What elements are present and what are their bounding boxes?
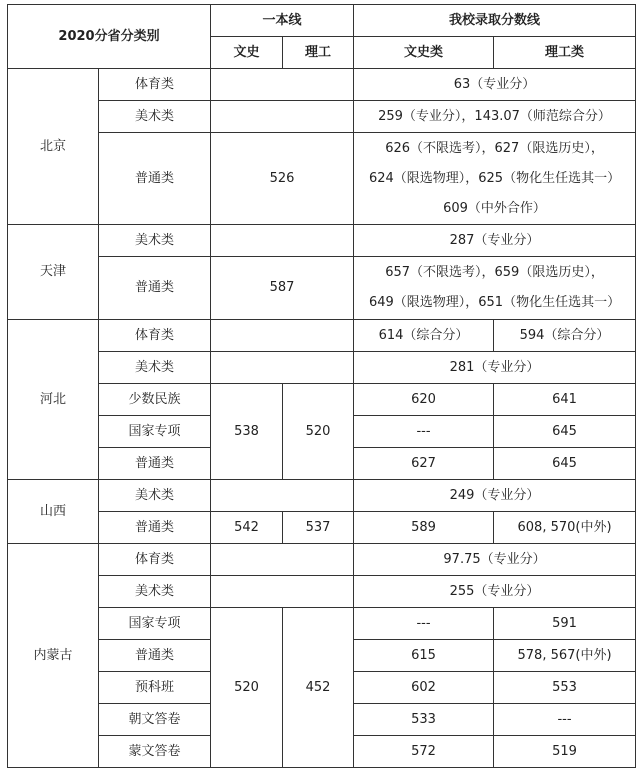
header-ligong-lei: 理工类 [494,37,636,69]
line-score-wen: 542 [211,512,283,544]
province-shanxi: 山西 [8,480,99,544]
line-score-cell: 587 [211,257,354,320]
score-cell-wen: 589 [354,512,494,544]
score-cell-li: 608, 570(中外) [494,512,636,544]
score-line: 626（不限选考），627（限选历史）， [385,140,604,156]
score-cell-wen: 602 [354,672,494,704]
score-line: 624（限选物理），625（物化生任选其一） [368,170,621,186]
score-cell-wen: 627 [354,448,494,480]
category-cell: 体育类 [99,69,211,101]
category-cell: 蒙文答卷 [99,736,211,768]
score-cell: 63（专业分） [354,69,636,101]
line-score-wen: 538 [211,384,283,480]
header-wenshi: 文史 [211,37,283,69]
admission-score-table [7,4,636,768]
header-school-line: 我校录取分数线 [354,5,636,37]
score-cell-li: --- [494,704,636,736]
line-score-wen: 520 [211,608,283,768]
score-cell-multiline [354,257,636,320]
province-neimenggu: 内蒙古 [8,544,99,768]
score-cell: 287（专业分） [354,225,636,257]
score-cell-wen: 572 [354,736,494,768]
score-cell-li: 578, 567(中外) [494,640,636,672]
score-cell-li: 553 [494,672,636,704]
empty-line-cell [211,544,354,576]
score-cell-wen: --- [354,416,494,448]
category-cell: 国家专项 [99,416,211,448]
line-score-li: 520 [283,384,354,480]
score-cell-li: 594（综合分） [494,320,636,352]
category-cell: 美术类 [99,352,211,384]
score-cell-wen: --- [354,608,494,640]
category-cell: 国家专项 [99,608,211,640]
category-cell: 体育类 [99,544,211,576]
score-cell-wen: 614（综合分） [354,320,494,352]
score-cell-wen: 620 [354,384,494,416]
category-cell: 美术类 [99,225,211,257]
category-cell: 美术类 [99,480,211,512]
score-line: 657（不限选考），659（限选历史）， [385,265,604,280]
category-cell: 普通类 [99,448,211,480]
score-cell-wen: 615 [354,640,494,672]
category-cell: 美术类 [99,101,211,133]
score-cell-li: 641 [494,384,636,416]
header-year-label: 2020分省分类别 [8,5,211,69]
category-cell: 美术类 [99,576,211,608]
category-cell: 普通类 [99,257,211,320]
empty-line-cell [211,480,354,512]
line-score-li: 452 [283,608,354,768]
score-cell-li: 645 [494,416,636,448]
empty-line-cell [211,225,354,257]
score-cell-li: 645 [494,448,636,480]
header-line1: 一本线 [211,5,354,37]
category-cell: 少数民族 [99,384,211,416]
province-hebei: 河北 [8,320,99,480]
line-score-cell: 526 [211,133,354,225]
province-tianjin: 天津 [8,225,99,320]
score-cell: 255（专业分） [354,576,636,608]
header-wenshi-lei: 文史类 [354,37,494,69]
score-cell: 281（专业分） [354,352,636,384]
category-cell: 普通类 [99,133,211,225]
header-ligong: 理工 [283,37,354,69]
score-cell-li: 591 [494,608,636,640]
score-cell-multiline [354,133,636,225]
score-line: 609（中外合作） [443,200,546,216]
empty-line-cell [211,352,354,384]
score-cell-li: 519 [494,736,636,768]
empty-line-cell [211,101,354,133]
province-beijing: 北京 [8,69,99,225]
empty-line-cell [211,320,354,352]
score-cell: 259（专业分），143.07（师范综合分） [354,101,636,133]
score-line: 649（限选物理），651（物化生任选其一） [368,295,621,310]
category-cell: 预科班 [99,672,211,704]
line-score-li: 537 [283,512,354,544]
score-cell: 249（专业分） [354,480,636,512]
score-cell-wen: 533 [354,704,494,736]
category-cell: 普通类 [99,512,211,544]
empty-line-cell [211,69,354,101]
category-cell: 朝文答卷 [99,704,211,736]
score-cell: 97.75（专业分） [354,544,636,576]
category-cell: 普通类 [99,640,211,672]
category-cell: 体育类 [99,320,211,352]
empty-line-cell [211,576,354,608]
